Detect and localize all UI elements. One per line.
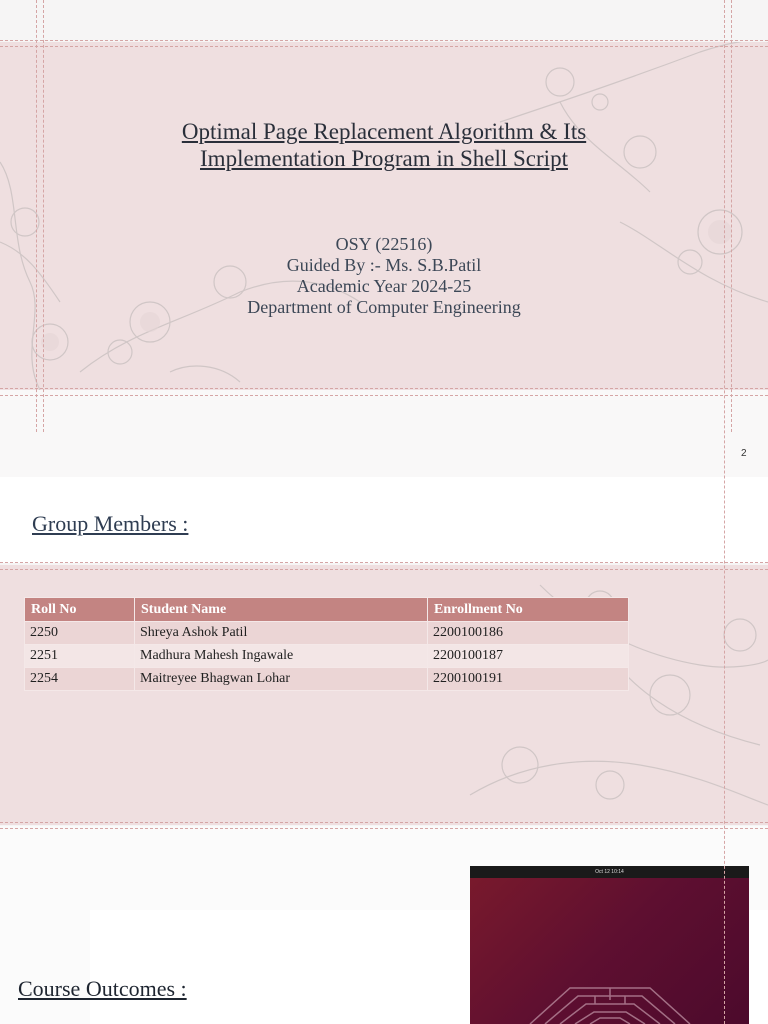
enrollment-no-cell: 2200100186 [428,622,629,645]
guide-line [0,822,768,823]
presentation-info [0,234,768,318]
screenshot-top-bar: Oct 12 10:14 [470,866,749,878]
column-header-enrollment-no: Enrollment No [428,598,629,622]
table-row [25,668,629,691]
course-outcomes-heading: Course Outcomes : [18,976,187,1001]
student-name-cell: Madhura Mahesh Ingawale [135,645,428,668]
roll-no-cell: 2251 [25,645,135,668]
roll-no-cell: 2254 [25,668,135,691]
guide-line [0,40,768,41]
floral-background-illustration [0,42,768,390]
guide-line [731,0,732,432]
table-row [25,622,629,645]
guide-line [36,0,37,432]
table-row [25,645,629,668]
guide-line [0,388,768,389]
guide-line [724,0,725,1024]
page-number: 2 [741,448,747,459]
student-name-cell: Maitreyee Bhagwan Lohar [135,668,428,691]
guide-line [43,0,44,432]
maze-logo-icon [470,878,749,1024]
roll-no-cell: 2250 [25,622,135,645]
guide-line [0,828,768,829]
column-header-roll-no: Roll No [25,598,135,622]
guide-name: Guided By :- Ms. S.B.Patil [286,255,482,275]
column-header-student-name: Student Name [135,598,428,622]
slide-gap [0,390,768,477]
academic-year: Academic Year 2024-25 [296,276,472,296]
enrollment-no-cell: 2200100187 [428,645,629,668]
title-line-2: Implementation Program in Shell Script [200,146,568,171]
table-header-row [25,598,629,622]
guide-line [0,46,768,47]
guide-line [0,562,768,563]
group-members-heading: Group Members : [32,511,189,536]
enrollment-no-cell: 2200100191 [428,668,629,691]
student-name-cell: Shreya Ashok Patil [135,622,428,645]
desktop-screenshot-image [470,866,749,1024]
presentation-title [0,118,768,172]
guide-line [0,569,768,570]
department-name: Department of Computer Engineering [247,297,521,317]
group-members-table [24,597,629,691]
title-slide [0,42,768,390]
course-code: OSY (22516) [335,234,433,254]
title-line-1: Optimal Page Replacement Algorithm & Its [181,119,587,144]
guide-line [0,395,768,396]
